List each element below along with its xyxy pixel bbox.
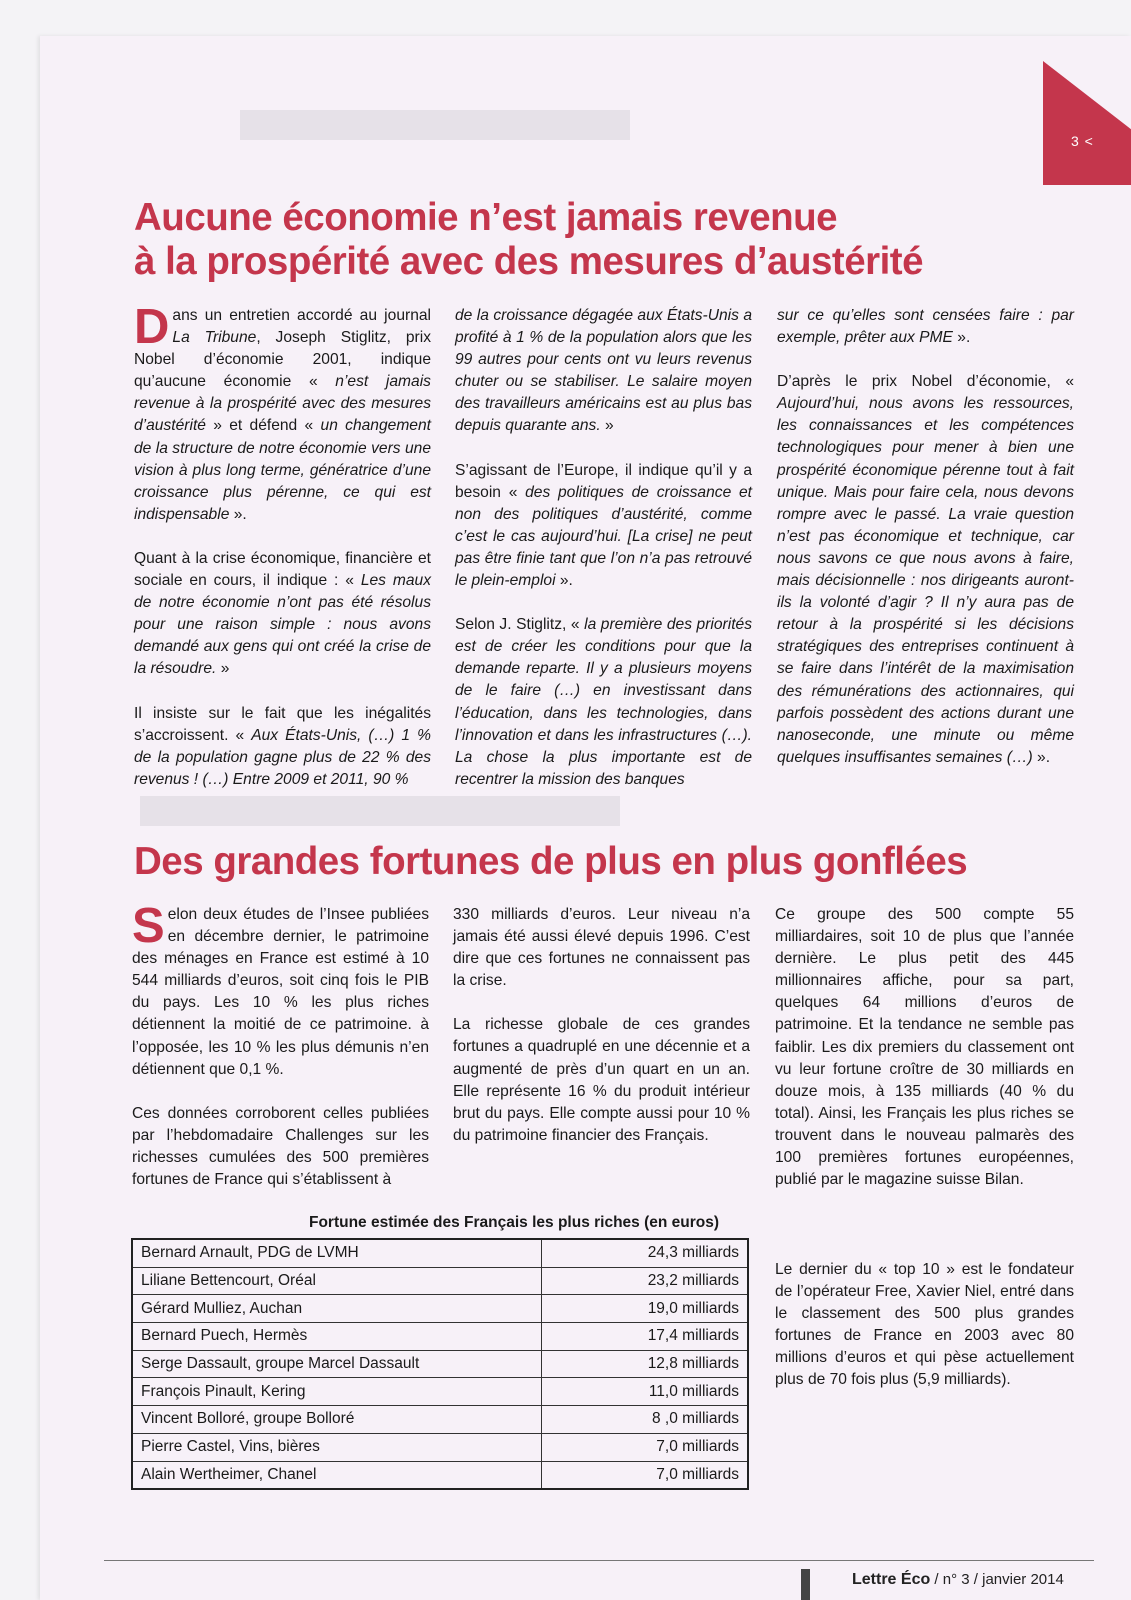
- text-run: D’après le prix Nobel d’économie, «: [777, 373, 1074, 391]
- article1-column-3: [777, 305, 1074, 769]
- table-row: [132, 1267, 748, 1295]
- footer-marker: [801, 1569, 810, 1600]
- table-row: [132, 1433, 748, 1461]
- fortune-table-title: Fortune estimée des Français les plus riches (en euros): [308, 1214, 720, 1231]
- article2-title: Des grandes fortunes de plus en plus gonflées: [134, 840, 968, 883]
- fortune-value: 17,4 milliards: [542, 1323, 749, 1351]
- article2-paragraph: [132, 899, 429, 1081]
- fortune-name: Bernard Arnault, PDG de LVMH: [132, 1239, 542, 1267]
- dropcap: D: [134, 300, 170, 354]
- fortune-name: Pierre Castel, Vins, bières: [132, 1433, 542, 1461]
- table-row: [132, 1378, 748, 1406]
- article2-paragraph: Ce groupe des 500 compte 55 milliardaires, soit 10 de plus que l’année dernière. Le plus petit des 445 millionnaires affiche, pour sa part, quelques 64 millions d’euros de patrimoine. Et la tendance ne semble pas faiblir. Les dix premiers du classement ont vu leur fortune croître de 30 milliards en douze mois, à 135 milliards (40 % du total). Ainsi, les Français les plus riches se trouvent dans le nouveau palmarès des 100 premières fortunes européennes, publié par le magazine suisse Bilan.: [775, 906, 1074, 1189]
- article1-paragraph: [134, 548, 431, 681]
- fortune-value: 24,3 milliards: [542, 1239, 749, 1267]
- quote: un changement de la structure de notre économie vers une vision à plus long terme, génératrice d’une croissance plus pérenne, ce qui est indispensable: [134, 417, 431, 523]
- article1-paragraph: [134, 703, 431, 791]
- fortune-name: François Pinault, Kering: [132, 1378, 542, 1406]
- text-run: »: [216, 660, 230, 678]
- table-row: [132, 1461, 748, 1489]
- article2-paragraph: 330 milliards d’euros. Leur niveau n’a jamais été aussi élevé depuis 1996. C’est dire que ces fortunes ne connaissent pas la crise.: [453, 906, 750, 990]
- fortune-name: Serge Dassault, groupe Marcel Dassault: [132, 1350, 542, 1378]
- article2-column-1: [132, 899, 429, 1191]
- article1-paragraph: [134, 300, 431, 526]
- text-run: » et défend «: [205, 417, 321, 435]
- page-footer: [852, 1571, 1064, 1589]
- quote: Aujourd’hui, nous avons les ressources, les connaissances et les compétences technologiques pour mener à bien une prospérité économique pérenne tout à fait unique. Mais pour faire cela, nous devons rompre avec le passé. La vraie question n’est pas économique et technique, car nous savons ce que nous avons à faire, mais décisionnelle : nos dirigeants auront-ils la volonté d’agir ? Il n’y aura pas de retour à la prospérité si les décisions stratégiques des entreprises continuent à se faire dans l’intérêt de la maximisation des rémunérations des actionnaires, qui parfois possèdent des actions durant une nanoseconde, une minute ou même quelques insuffisantes semaines (…): [777, 395, 1074, 766]
- text-run: S’agissant de l’Europe, il indique qu’il y a besoin «: [455, 461, 752, 501]
- fortune-value: 19,0 milliards: [542, 1295, 749, 1323]
- text-run: ans un entretien accordé au journal: [172, 307, 431, 324]
- quote: des politiques de croissance et non des politiques d’austérité, comme c’est le cas aujourd’hui. [La crise] ne peut pas être finie tant que l’on n’a pas retrouvé le plein-emploi: [455, 483, 752, 590]
- footer-rule: [104, 1560, 1094, 1561]
- quote: la première des priorités est de créer les conditions pour que la demande reparte. Il y a plusieurs moyens de le faire (…) en investissant dans l’éducation, dans les technologies, dans l’innovation et dans les infrastructures (…). La chose la plus importante est de recentrer la mission des banques: [455, 616, 752, 788]
- text-run: »: [600, 417, 614, 435]
- section-band-shadow: [240, 110, 630, 140]
- section-band-shadow-2: [140, 796, 620, 826]
- article1-paragraph: [777, 371, 1074, 769]
- quote: de la croissance dégagée aux États-Unis a profité à 1 % de la population alors que les 99 autres pour cents ont vu leurs revenus chuter ou se stabiliser. Le salaire moyen des travailleurs américains est au plus bas depuis quarante ans.: [455, 307, 752, 435]
- dropcap: S: [132, 899, 165, 953]
- fortune-name: Gérard Mulliez, Auchan: [132, 1295, 542, 1323]
- article2-sidebar-text: [775, 1259, 1074, 1392]
- quote: n’est jamais revenue à la prospérité avec des mesures d’austérité: [134, 373, 431, 435]
- article1-paragraph: [777, 305, 1074, 349]
- fortune-value: 7,0 milliards: [542, 1461, 749, 1489]
- table-row: [132, 1323, 748, 1351]
- fortune-table: [131, 1238, 749, 1490]
- table-row: [132, 1295, 748, 1323]
- page-number: 3 <: [1071, 133, 1094, 149]
- issue-info: / n° 3 / janvier 2014: [930, 1571, 1064, 1588]
- article1-paragraph: [455, 460, 752, 593]
- text-run: ».: [229, 505, 247, 523]
- text-run: , Joseph Stiglitz, prix Nobel d’économie 2001, indique qu’aucune économie «: [134, 329, 431, 391]
- fortune-value: 23,2 milliards: [542, 1267, 749, 1295]
- table-row: [132, 1350, 748, 1378]
- table-row: [132, 1239, 748, 1267]
- text-run: elon deux études de l’Insee publiées en décembre dernier, le patrimoine des ménages en France est estimé à 10 544 milliards d’euros, soit cinq fois le PIB du pays. Les 10 % les plus riches détiennent la moitié de ce patrimoine. à l’opposée, les 10 % les plus démunis n’en détiennent que 0,1 %.: [132, 906, 429, 1078]
- fortune-name: Bernard Puech, Hermès: [132, 1323, 542, 1351]
- quote: Aux États-Unis, (…) 1 % de la population gagne plus de 22 % des revenus ! (…) Entre 2009 et 2011, 90 %: [134, 726, 431, 788]
- article2-column-3: [775, 904, 1074, 1191]
- publication-brand: Lettre Éco: [852, 1571, 931, 1588]
- article1-paragraph: [455, 614, 752, 791]
- article1-paragraph: [455, 305, 752, 438]
- publication-name: La Tribune: [172, 329, 257, 347]
- quote: sur ce qu’elles sont censées faire : par exemple, prêter aux PME: [777, 307, 1074, 347]
- article1-title-line1: Aucune économie n’est jamais revenue: [134, 196, 838, 239]
- fortune-name: Alain Wertheimer, Chanel: [132, 1461, 542, 1489]
- fortune-name: Liliane Bettencourt, Oréal: [132, 1267, 542, 1295]
- quote: Les maux de notre économie n’ont pas été résolus pour une raison simple : nous avons demandé aux gens qui ont créé la crise de la résoudre.: [134, 572, 431, 678]
- text-run: ».: [555, 572, 573, 590]
- text-run: Quant à la crise économique, financière et sociale en cours, il indique : «: [134, 549, 431, 590]
- article1-column-1: [134, 300, 431, 791]
- fortune-name: Vincent Bolloré, groupe Bolloré: [132, 1406, 542, 1434]
- article2-paragraph: Ces données corroborent celles publiées par l’hebdomadaire Challenges sur les richesses cumulées des 500 premières fortunes de France qui s’établissent à: [132, 1104, 429, 1189]
- article1-title-line2: à la prospérité avec des mesures d’austérité: [134, 240, 924, 283]
- article2-paragraph: Le dernier du « top 10 » est le fondateur de l’opérateur Free, Xavier Niel, entré dans le classement des 500 plus grandes fortunes de France en 2003 avec 80 millions d’euros et qui pèse actuellement plus de 70 fois plus (5,9 milliards).: [775, 1261, 1074, 1389]
- fortune-value: 11,0 milliards: [542, 1378, 749, 1406]
- text-run: ».: [1032, 748, 1051, 766]
- article1-title: [134, 196, 1094, 284]
- text-run: Il insiste sur le fait que les inégalités s’accroissent. «: [134, 704, 431, 744]
- article2-column-2: [453, 904, 750, 1147]
- article1-column-2: [455, 305, 752, 791]
- table-row: [132, 1406, 748, 1434]
- fortune-value: 7,0 milliards: [542, 1433, 749, 1461]
- text-run: ».: [952, 329, 971, 347]
- text-run: Selon J. Stiglitz, «: [455, 616, 585, 634]
- article2-paragraph: La richesse globale de ces grandes fortunes a quadruplé en une décennie et a augmenté de près d’un quart en un an. Elle représente 16 % du produit intérieur brut du pays. Elle compte aussi pour 10 % du patrimoine financier des Français.: [453, 1016, 750, 1144]
- fortune-value: 12,8 milliards: [542, 1350, 749, 1378]
- fortune-value: 8 ,0 milliards: [542, 1406, 749, 1434]
